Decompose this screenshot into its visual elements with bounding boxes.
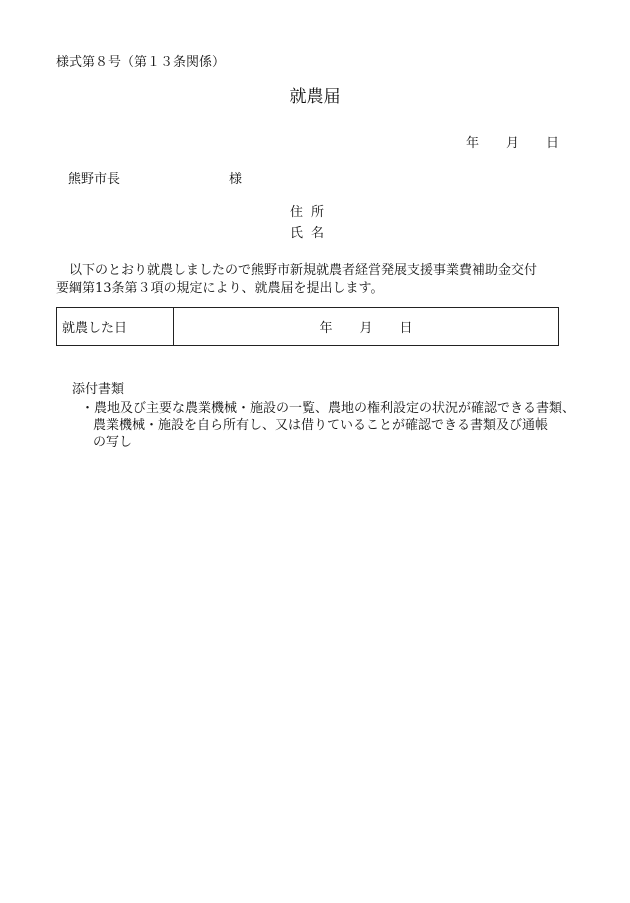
body-line-2: 要綱第13条第３項の規定により、就農届を提出します。 [56, 281, 384, 296]
honorific: 様 [229, 172, 243, 187]
header-date-year: 年 [466, 136, 480, 151]
body-line-1: 以下のとおり就農しましたので熊野市新規就農者経営発展支援事業費補助金交付 [69, 263, 538, 278]
attachments-list [81, 400, 575, 451]
farm-start-label: 就農した日 [57, 308, 174, 345]
name-label: 氏名 [290, 226, 333, 241]
attachments-heading: 添付書類 [72, 382, 125, 397]
farm-start-year: 年 [319, 321, 333, 336]
body-text [56, 262, 560, 298]
farm-start-month: 月 [359, 321, 373, 336]
page-title: 就農届 [289, 87, 341, 107]
attachment-line-2: 農業機械・施設を自ら所有し、又は借りていることが確認できる書類及び通帳 [93, 418, 549, 433]
header-date [466, 136, 559, 152]
form-number: 様式第８号（第１３条関係） [56, 55, 226, 70]
attachment-line-3: の写し [93, 435, 133, 450]
header-date-day: 日 [546, 136, 560, 151]
address-label: 住所 [290, 205, 333, 220]
farm-start-table [56, 307, 559, 346]
header-date-month: 月 [506, 136, 520, 151]
attachment-line-1: ・農地及び主要な農業機械・施設の一覧、農地の権利設定の状況が確認できる書類、 [81, 401, 576, 416]
farm-start-date [174, 308, 558, 345]
addressee: 熊野市長 [68, 172, 121, 187]
farm-start-day: 日 [399, 321, 413, 336]
